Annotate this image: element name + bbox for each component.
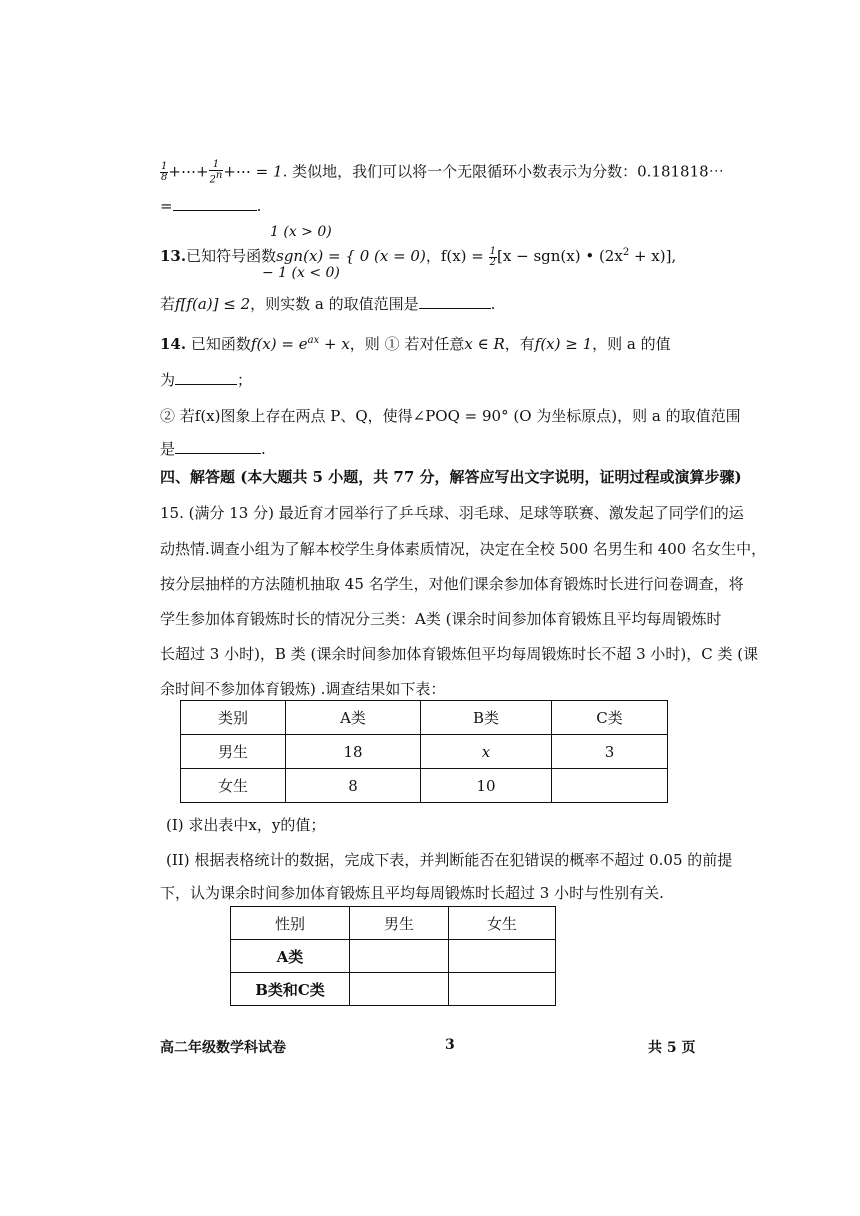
table-cell[interactable]: [449, 940, 556, 973]
f-body-end: + x)],: [629, 247, 677, 265]
table-cell: 10: [421, 769, 552, 803]
q14-answer-blank-2[interactable]: [175, 439, 261, 454]
q13-line: 13.已知符号函数sgn(x) = { 0 (x = 0)，f(x) = $\frac{1}{2}$ [x − sgn(x) • $(2x^2 + x)$],: [160, 245, 677, 268]
q14-line4-a: 是: [160, 440, 176, 458]
table-cell: A类: [231, 940, 350, 973]
q14-func-exp: ax: [307, 335, 320, 346]
q15-part-1: (I) 求出表中x，y的值；: [166, 816, 326, 834]
q15-part-2-line-2: 下，认为课余时间参加体育锻炼且平均每周锻炼时长超过 3 小时与性别有关.: [160, 884, 664, 902]
q13-cond-expr: f[f(a)] ≤ 2: [175, 295, 251, 313]
q14-forall: x ∈ R: [464, 335, 505, 353]
q13-number: 13.: [160, 247, 187, 265]
footer-left: 高二年级数学科试卷: [160, 1040, 286, 1056]
sgn-case-3: − 1 (x < 0): [262, 265, 340, 281]
contingency-table: [230, 906, 556, 1006]
table-header-cell: C类: [552, 701, 668, 735]
table-header-cell: 性别: [231, 907, 350, 940]
q14-line-3: ② 若f(x)图象上存在两点 P、Q，使得∠POQ = 90° (O 为坐标原点)，则 a 的取值范围: [160, 407, 741, 425]
q14-line2-a: 为: [160, 371, 176, 389]
table-cell: 8: [286, 769, 421, 803]
q13-answer-blank[interactable]: [419, 294, 491, 309]
q13-cond-a: 若: [160, 295, 176, 313]
q14-func-end: + x: [319, 335, 350, 353]
q12-line: [160, 160, 724, 185]
q14-text-c: ，有: [504, 335, 535, 353]
survey-table: [180, 700, 668, 803]
q12-text: . 类似地，我们可以将一个无限循环小数表示为分数：0.181818⋯: [282, 162, 724, 181]
table-header-cell: 女生: [449, 907, 556, 940]
q15-line-4: 学生参加体育锻炼时长的情况分三类：A类 (课余时间参加体育锻炼且平均每周锻炼时: [160, 610, 722, 628]
q13-text-a: 已知符号函数: [186, 247, 277, 265]
f-body: [x − sgn(x) • (2x: [497, 247, 623, 265]
q14-text-a: 已知函数: [190, 335, 251, 353]
table-cell: [552, 769, 668, 803]
table-cell: B类和C类: [231, 973, 350, 1006]
q15-line-6: 余时间不参加体育锻炼) .调查结果如下表：: [160, 680, 446, 698]
q14-text-b: ，则 ① 若对任意: [349, 335, 465, 353]
sgn-case-2: 0 (x = 0): [359, 247, 426, 265]
q12-period: .: [256, 197, 262, 215]
q14-ineq: f(x) ≥ 1: [534, 335, 593, 353]
q14-line-2: [160, 369, 252, 391]
series-end: +⋯ =: [223, 162, 274, 181]
series-value: 1: [273, 162, 283, 181]
q15-line-1: 15. (满分 13 分) 最近育才园举行了乒乓球、羽毛球、足球等联赛、激发起了同学们的运: [160, 504, 744, 522]
q14-answer-blank-1[interactable]: [175, 370, 237, 385]
fraction-1-8: $\frac{1}{8}$: [161, 161, 168, 184]
table-cell: x: [421, 735, 552, 769]
table-header-cell: 男生: [350, 907, 449, 940]
table-cell: 女生: [181, 769, 286, 803]
series-tail: +⋯+: [168, 162, 209, 181]
f-definition: ，f(x) =: [425, 247, 484, 265]
table-cell[interactable]: [350, 940, 449, 973]
fraction-1-2n: $\frac{1}{2^n}$: [209, 159, 223, 186]
q12-equals: =: [160, 197, 173, 215]
footer-right: 共 5 页: [648, 1040, 696, 1056]
q15-part-2-line-1: (II) 根据表格统计的数据，完成下表，并判断能否在犯错误的概率不超过 0.05 的前提: [166, 851, 733, 869]
sgn-case-1: 1 (x > 0): [270, 224, 332, 240]
sgn-definition: sgn(x) = {: [276, 247, 355, 265]
table-cell: 男生: [181, 735, 286, 769]
fraction-1-2: $\frac{1}{2}$: [489, 245, 497, 268]
table-row: [181, 735, 668, 769]
table-cell[interactable]: [449, 973, 556, 1006]
section-4-heading: 四、解答题 (本大题共 5 小题，共 77 分，解答应写出文字说明，证明过程或演算步骤): [160, 468, 742, 486]
q12-answer-line: [160, 195, 261, 217]
q15-line-5: 长超过 3 小时)，B 类 (课余时间参加体育锻炼但平均每周锻炼时长不超 3 小时)，C 类 (课: [160, 645, 759, 663]
q15-line-3: 按分层抽样的方法随机抽取 45 名学生，对他们课余参加体育锻炼时长进行问卷调查，将: [160, 575, 744, 593]
q14-number: 14.: [160, 335, 187, 353]
q13-period: .: [490, 295, 496, 313]
table-row: [181, 769, 668, 803]
q14-line4-end: .: [261, 440, 266, 458]
table-header-cell: A类: [286, 701, 421, 735]
table-header-cell: B类: [421, 701, 552, 735]
q14-func: f(x) = e: [250, 335, 308, 353]
q13-cond-b: ，则实数 a 的取值范围是: [250, 295, 419, 313]
q14-line-1: [160, 330, 671, 355]
table-cell: 18: [286, 735, 421, 769]
q12-answer-blank[interactable]: [173, 196, 257, 211]
q15-line-2: 动热情.调查小组为了解本校学生身体素质情况，决定在全校 500 名男生和 400 名女生中，: [160, 540, 767, 558]
page-number: 3: [445, 1037, 455, 1053]
table-row: [181, 701, 668, 735]
table-cell: 3: [552, 735, 668, 769]
table-row: [231, 973, 556, 1006]
q14-line2-end: ；: [237, 371, 253, 389]
q13-condition-line: [160, 293, 495, 315]
table-header-cell: 类别: [181, 701, 286, 735]
table-row: [231, 940, 556, 973]
q14-line-4: [160, 438, 266, 460]
table-row: [231, 907, 556, 940]
q14-text-d: ，则 a 的值: [592, 335, 671, 353]
table-cell[interactable]: [350, 973, 449, 1006]
